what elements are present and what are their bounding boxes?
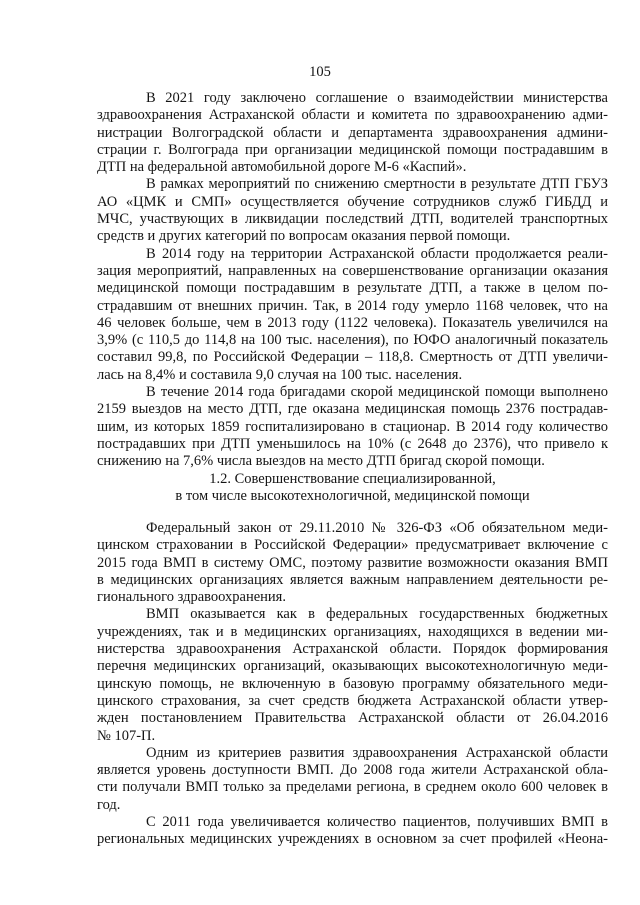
paragraph (97, 606, 608, 744)
text-line: МЧС, участвующих в ликвидации последствий ДТП, водителей транспортных (97, 211, 608, 228)
text-line: страции г. Волгограда при организации медицинской помощи пострадавшим в (97, 141, 608, 158)
text-line: 2015 года ВМП в систему ОМС, поэтому развитие возможности оказания ВМП (97, 554, 608, 571)
text-line: нистерства здравоохранения Астраханской области. Порядок формирования (97, 641, 608, 658)
text-line: гионального здравоохранения. (97, 589, 286, 606)
text-line: зация мероприятий, направленных на совершенствование организации оказания (97, 262, 608, 279)
text-line: В 2021 году заключено соглашение о взаимодействии министерства (146, 90, 608, 106)
section-heading-line-2: в том числе высокотехнологичной, медицинской помощи (175, 488, 530, 505)
paragraph (97, 814, 608, 849)
text-line: шим, из которых 1859 госпитализировано в стационар. В 2014 году количество (97, 418, 608, 435)
text-line: цинскую помощь, не включенную в базовую программу обязательного меди- (97, 675, 608, 692)
text-line: ДТП на федеральной автомобильной дороге М-6 «Каспий». (97, 159, 467, 176)
text-line: средств и других категорий по вопросам оказания первой помощи. (97, 228, 511, 245)
text-line: учреждениях, так и в медицинских организациях, находящихся в ведении ми- (97, 623, 608, 640)
section-heading (97, 471, 608, 506)
paragraph (97, 384, 608, 470)
text-line: В течение 2014 года бригадами скорой медицинской помощи выполнено (146, 384, 608, 401)
paragraph (97, 246, 608, 384)
section-heading-line-1: 1.2. Совершенствование специализированной, (209, 471, 496, 487)
text-line: снижению на 7,6% числа выездов на место ДТП бригад скорой помощи. (97, 453, 545, 470)
paragraph (97, 176, 608, 245)
text-line: нистрации Волгоградской области и департамента здравоохранения админи- (97, 124, 608, 141)
text-line: Федеральный закон от 29.11.2010 № 326-ФЗ «Об обязательном меди- (146, 520, 608, 536)
text-line: жден постановлением Правительства Астраханской области от 26.04.2016 (97, 710, 608, 727)
text-line: № 107-П. (97, 727, 156, 744)
text-line: страдавшим от внешних причин. Так, в 2014 году умерло 1168 человек, что на (97, 297, 608, 314)
paragraph (97, 90, 608, 176)
text-line: В 2014 году на территории Астраханской области продолжается реали- (146, 245, 608, 262)
text-line: сти получали ВМП только за пределами региона, в среднем около 600 человек в (97, 779, 608, 796)
text-line: 2159 выездов на место ДТП, где оказана медицинская помощь 2376 пострадав- (97, 401, 608, 418)
text-line: в медицинских организациях является важным направлением деятельности ре- (97, 571, 608, 588)
text-line: составил 99,8, по Российской Федерации – 118,8. Смертность от ДТП увеличи- (97, 349, 608, 366)
page-number: 105 (309, 64, 331, 80)
paragraph (97, 745, 608, 814)
text-line: Одним из критериев развития здравоохранения Астраханской области (146, 744, 608, 761)
text-line: является уровень доступности ВМП. До 2008 года жители Астраханской обла- (97, 762, 608, 779)
text-block-bottom (97, 520, 608, 849)
text-line: цинском страховании в Российской Федерации» предусматривает включение с (97, 537, 608, 554)
text-block-top (97, 90, 608, 471)
text-line: 46 человек больше, чем в 2013 году (1122 человека). Показатель увеличился на (97, 314, 608, 331)
text-line: В рамках мероприятий по снижению смертности в результате ДТП ГБУЗ (146, 176, 608, 193)
paragraph (97, 520, 608, 606)
text-line: медицинской помощи пострадавшим в результате ДТП, а также в целом по- (97, 280, 608, 297)
text-line: цинского страхования, за счет средств бюджета Астраханской области утвер- (97, 692, 608, 709)
text-line: С 2011 года увеличивается количество пациентов, получивших ВМП в (146, 814, 608, 831)
text-line: региональных медицинских учреждениях в основном за счет профилей «Неона- (97, 831, 608, 848)
text-line: пострадавших при ДТП уменьшилось на 10% (с 2648 до 2376), что привело к (97, 435, 608, 452)
text-line: лась на 8,4% и составила 9,0 случая на 100 тыс. населения. (97, 366, 463, 383)
text-line: перечня медицинских организаций, оказывающих высокотехнологичную меди- (97, 658, 608, 675)
text-line: 3,9% (с 110,5 до 114,8 на 100 тыс. населения), по ЮФО аналогичный показатель (97, 332, 608, 349)
text-line: здравоохранения Астраханской области и комитета по здравоохранению адми- (97, 107, 608, 124)
text-line: год. (97, 796, 121, 813)
text-line: АО «ЦМК и СМП» осуществляется обучение сотрудников служб ГИБДД и (97, 193, 608, 210)
text-line: ВМП оказывается как в федеральных государственных бюджетных (146, 606, 608, 623)
